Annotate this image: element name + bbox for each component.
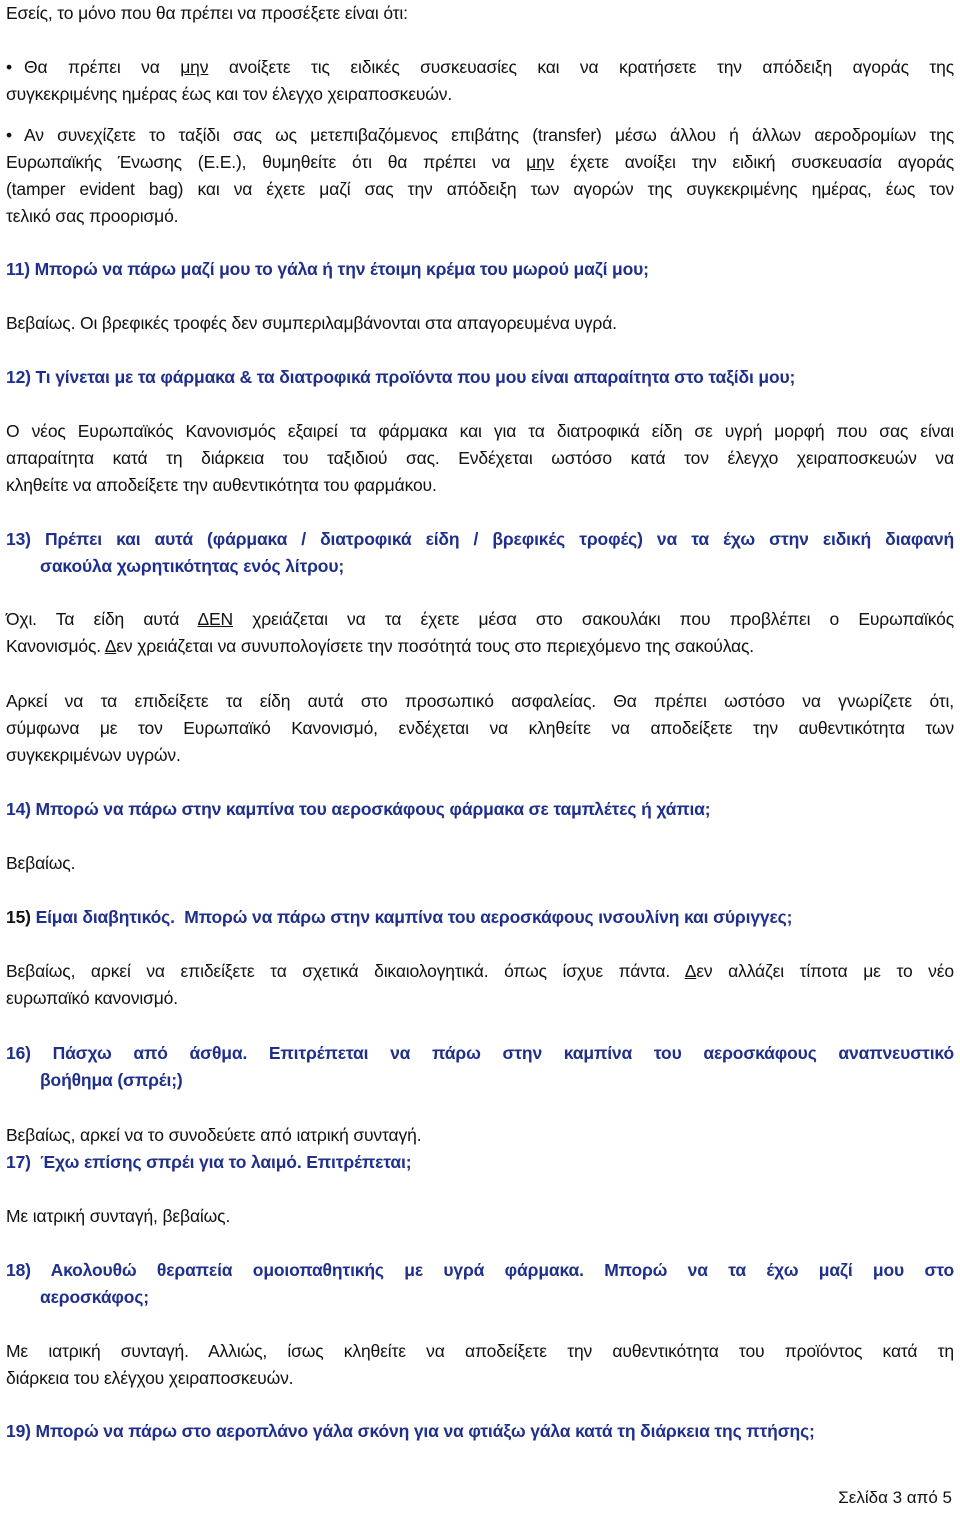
answer-18: Με ιατρική συνταγή. Αλλιώς, ίσως κληθείτε να αποδείξετε την αυθεντικότητα του προϊόντος κατά τη διάρκεια του ελέγχου χειραποσκευών. bbox=[6, 1341, 954, 1388]
intro-paragraph: Εσείς, το μόνο που θα πρέπει να προσέξετε είναι ότι: bbox=[6, 3, 408, 23]
bullet-item-2: • Αν συνεχίζετε το ταξίδι σας ως μετεπιβαζόμενος επιβάτης (transfer) μέσω άλλου ή άλλων αεροδρομίων της Ευρωπαϊκής Ένωσης (Ε.Ε.), θυμηθείτε ότι θα πρέπει να μην έχετε ανοίξει την ειδική συσκευασία αγοράς (tamper evident bag) και να έχετε μαζί σας την απόδειξη των αγορών της συγκεκριμένης ημέρας, έως τον τελικό σας προορισμό. bbox=[6, 122, 954, 230]
answer-17: Με ιατρική συνταγή, βεβαίως. bbox=[6, 1206, 231, 1226]
bullet-icon: • bbox=[6, 125, 12, 145]
answer-15: Βεβαίως, αρκεί να επιδείξετε τα σχετικά δικαιολογητικά. όπως ίσχυε πάντα. Δεν αλλάζει τίποτα με το νέο ευρωπαϊκό κανονισμό. bbox=[6, 961, 954, 1008]
question-18: 18) Ακολουθώ θεραπεία ομοιοπαθητικής με υγρά φάρμακα. Μπορώ να τα έχω μαζί μου στο αεροσκάφος; bbox=[6, 1260, 954, 1307]
answer-16: Βεβαίως, αρκεί να το συνοδεύετε από ιατρική συνταγή. bbox=[6, 1125, 422, 1145]
bullet-item-1: • Θα πρέπει να μην ανοίξετε τις ειδικές συσκευασίες και να κρατήσετε την απόδειξη αγοράς της συγκεκριμένης ημέρας έως και τον έλεγχο χειραποσκευών. bbox=[6, 54, 954, 108]
question-16: 16) Πάσχω από άσθμα. Επιτρέπεται να πάρω στην καμπίνα του αεροσκάφους αναπνευστικό βοήθημα (σπρέι;) bbox=[6, 1043, 954, 1090]
answer-11: Βεβαίως. Οι βρεφικές τροφές δεν συμπεριλαμβάνονται στα απαγορευμένα υγρά. bbox=[6, 313, 617, 333]
answer-13-part-1: Όχι. Τα είδη αυτά ΔΕΝ χρειάζεται να τα έχετε μέσα στο σακουλάκι που προβλέπει ο Ευρωπαϊκός Κανονισμός. Δεν χρειάζεται να συνυπολογίσετε την ποσότητά τους στο περιεχόμενο της σακούλας. bbox=[6, 609, 954, 656]
bullet-icon: • bbox=[6, 57, 12, 77]
question-12: 12) Τι γίνεται με τα φάρμακα & τα διατροφικά προϊόντα που μου είναι απαραίτητα στο ταξίδι μου; bbox=[6, 367, 796, 387]
question-15: 15) Είμαι διαβητικός. Μπορώ να πάρω στην καμπίνα του αεροσκάφους ινσουλίνη και σύριγγες; bbox=[6, 907, 793, 927]
answer-12: Ο νέος Ευρωπαϊκός Κανονισμός εξαιρεί τα φάρμακα και για τα διατροφικά είδη σε υγρή μορφή που σας είναι απαραίτητα κατά τη διάρκεια του ταξιδιού σας. Ενδέχεται ωστόσο κατά τον έλεγχο χειραποσκευών να κληθείτε να αποδείξετε την αυθεντικότητα του φαρμάκου. bbox=[6, 421, 954, 495]
question-19: 19) Μπορώ να πάρω στο αεροπλάνο γάλα σκόνη για να φτιάξω γάλα κατά τη διάρκεια της πτήσης; bbox=[6, 1421, 815, 1441]
question-13: 13) Πρέπει και αυτά (φάρμακα / διατροφικά είδη / βρεφικές τροφές) να τα έχω στην ειδική διαφανή σακούλα χωρητικότητας ενός λίτρου; bbox=[6, 529, 954, 576]
question-11: 11) Μπορώ να πάρω μαζί μου το γάλα ή την έτοιμη κρέμα του μωρού μαζί μου; bbox=[6, 259, 649, 279]
question-14: 14) Μπορώ να πάρω στην καμπίνα του αεροσκάφους φάρμακα σε ταμπλέτες ή χάπια; bbox=[6, 799, 711, 819]
answer-13-part-2: Αρκεί να τα επιδείξετε τα είδη αυτά στο προσωπικό ασφαλείας. Θα πρέπει ωστόσο να γνωρίζετε ότι, σύμφωνα με τον Ευρωπαϊκό Κανονισμό, ενδέχεται να κληθείτε να αποδείξετε την αυθεντικότητα των συγκεκριμένων υγρών. bbox=[6, 691, 954, 765]
page-number-footer: Σελίδα 3 από 5 bbox=[838, 1488, 952, 1507]
answer-14: Βεβαίως. bbox=[6, 853, 76, 873]
question-17: 17) Έχω επίσης σπρέι για το λαιμό. Επιτρέπεται; bbox=[6, 1152, 412, 1172]
